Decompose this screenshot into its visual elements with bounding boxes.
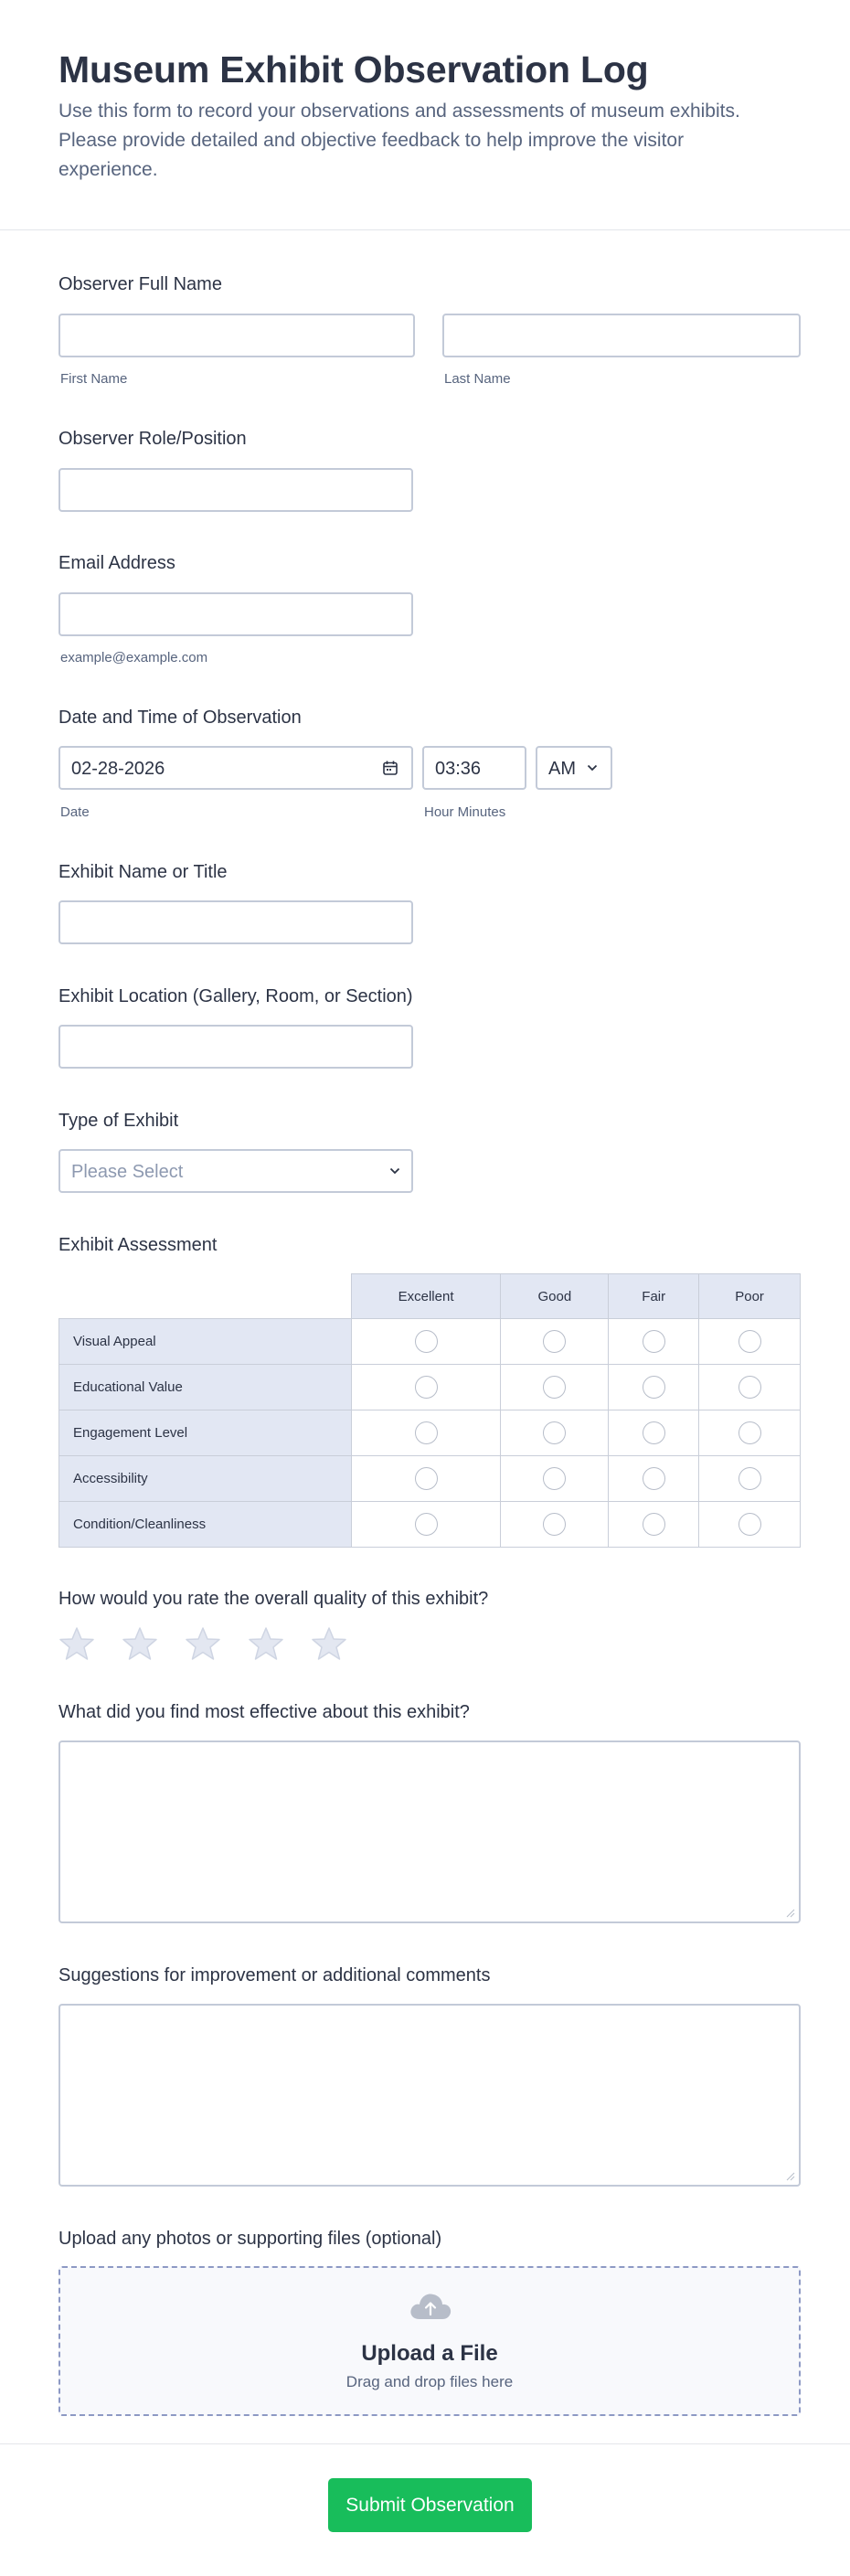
date-sublabel: Date — [60, 804, 90, 820]
email-input[interactable] — [58, 592, 413, 636]
radio-button[interactable] — [643, 1330, 665, 1353]
time-sublabel: Hour Minutes — [424, 804, 506, 820]
upload-label: Upload any photos or supporting files (optional) — [58, 2229, 442, 2249]
exhibit-name-label: Exhibit Name or Title — [58, 862, 228, 882]
star-icon[interactable] — [58, 1625, 95, 1662]
assessment-matrix — [58, 1273, 801, 1548]
form-header — [0, 0, 850, 230]
exhibit-type-label: Type of Exhibit — [58, 1111, 179, 1131]
radio-button[interactable] — [738, 1330, 761, 1353]
email-sublabel: example@example.com — [60, 650, 208, 665]
matrix-row-label: Educational Value — [59, 1365, 352, 1410]
radio-button[interactable] — [415, 1376, 438, 1399]
radio-button[interactable] — [643, 1467, 665, 1490]
matrix-row-label: Accessibility — [59, 1456, 352, 1502]
chevron-down-icon — [587, 763, 598, 772]
star-icon[interactable] — [122, 1625, 158, 1662]
upload-subtitle: Drag and drop files here — [345, 2373, 514, 2390]
suggestions-label: Suggestions for improvement or additional comments — [58, 1965, 491, 1985]
radio-button[interactable] — [738, 1376, 761, 1399]
submit-button[interactable]: Submit Observation — [328, 2478, 532, 2532]
assessment-label: Exhibit Assessment — [58, 1235, 218, 1255]
star-icon[interactable] — [248, 1625, 284, 1662]
radio-button[interactable] — [543, 1376, 566, 1399]
radio-button[interactable] — [543, 1330, 566, 1353]
calendar-icon[interactable] — [382, 760, 398, 776]
effective-label: What did you find most effective about this exhibit? — [58, 1702, 470, 1722]
star-rating — [58, 1625, 347, 1662]
radio-button[interactable] — [415, 1421, 438, 1444]
date-value: 02-28-2026 — [71, 759, 165, 779]
radio-button[interactable] — [643, 1513, 665, 1536]
matrix-column-header: Good — [501, 1274, 609, 1319]
rating-label: How would you rate the overall quality of this exhibit? — [58, 1589, 489, 1609]
form-footer — [0, 2443, 850, 2576]
exhibit-location-input[interactable] — [58, 1025, 413, 1069]
effective-textarea[interactable] — [58, 1740, 801, 1923]
matrix-row — [59, 1410, 801, 1456]
cloud-upload-icon — [408, 2288, 453, 2325]
radio-button[interactable] — [738, 1513, 761, 1536]
exhibit-type-select[interactable] — [58, 1149, 413, 1193]
radio-button[interactable] — [738, 1421, 761, 1444]
matrix-column-header: Excellent — [351, 1274, 501, 1319]
page-subtitle: Use this form to record your observations and assessments of museum exhibits. Please provide detailed and objective feedback to help improve the visitor experience. — [58, 101, 740, 180]
radio-button[interactable] — [543, 1421, 566, 1444]
radio-button[interactable] — [738, 1467, 761, 1490]
time-value: 03:36 — [435, 759, 482, 779]
first-name-input[interactable] — [58, 314, 415, 357]
datetime-label: Date and Time of Observation — [58, 708, 302, 728]
matrix-row — [59, 1456, 801, 1502]
date-input[interactable] — [58, 746, 413, 790]
radio-button[interactable] — [543, 1467, 566, 1490]
last-name-input[interactable] — [442, 314, 801, 357]
page-title: Museum Exhibit Observation Log — [58, 48, 649, 90]
chevron-down-icon — [389, 1166, 400, 1176]
ampm-value: AM — [548, 759, 576, 779]
time-input[interactable] — [422, 746, 526, 790]
matrix-row — [59, 1319, 801, 1365]
matrix-row-label: Condition/Cleanliness — [59, 1502, 352, 1548]
matrix-row-label: Visual Appeal — [59, 1319, 352, 1365]
radio-button[interactable] — [415, 1467, 438, 1490]
matrix-row-label: Engagement Level — [59, 1410, 352, 1456]
radio-button[interactable] — [415, 1330, 438, 1353]
observer-name-label: Observer Full Name — [58, 274, 222, 294]
star-icon[interactable] — [311, 1625, 347, 1662]
matrix-column-header: Poor — [699, 1274, 801, 1319]
exhibit-type-placeholder: Please Select — [71, 1162, 184, 1182]
exhibit-name-input[interactable] — [58, 900, 413, 944]
suggestions-textarea[interactable] — [58, 2004, 801, 2187]
matrix-row — [59, 1365, 801, 1410]
email-label: Email Address — [58, 553, 175, 573]
ampm-select[interactable] — [536, 746, 612, 790]
matrix-column-header: Fair — [609, 1274, 699, 1319]
observer-role-input[interactable] — [58, 468, 413, 512]
last-name-sublabel: Last Name — [444, 371, 511, 387]
radio-button[interactable] — [643, 1421, 665, 1444]
radio-button[interactable] — [543, 1513, 566, 1536]
matrix-row — [59, 1502, 801, 1548]
resize-handle-icon[interactable] — [786, 2172, 795, 2181]
radio-button[interactable] — [415, 1513, 438, 1536]
matrix-corner — [59, 1274, 352, 1319]
star-icon[interactable] — [185, 1625, 221, 1662]
observer-role-label: Observer Role/Position — [58, 429, 247, 449]
radio-button[interactable] — [643, 1376, 665, 1399]
upload-title: Upload a File — [361, 2341, 498, 2366]
first-name-sublabel: First Name — [60, 371, 128, 387]
exhibit-location-label: Exhibit Location (Gallery, Room, or Section) — [58, 986, 413, 1006]
file-upload-dropzone[interactable] — [58, 2266, 801, 2416]
resize-handle-icon[interactable] — [786, 1909, 795, 1918]
